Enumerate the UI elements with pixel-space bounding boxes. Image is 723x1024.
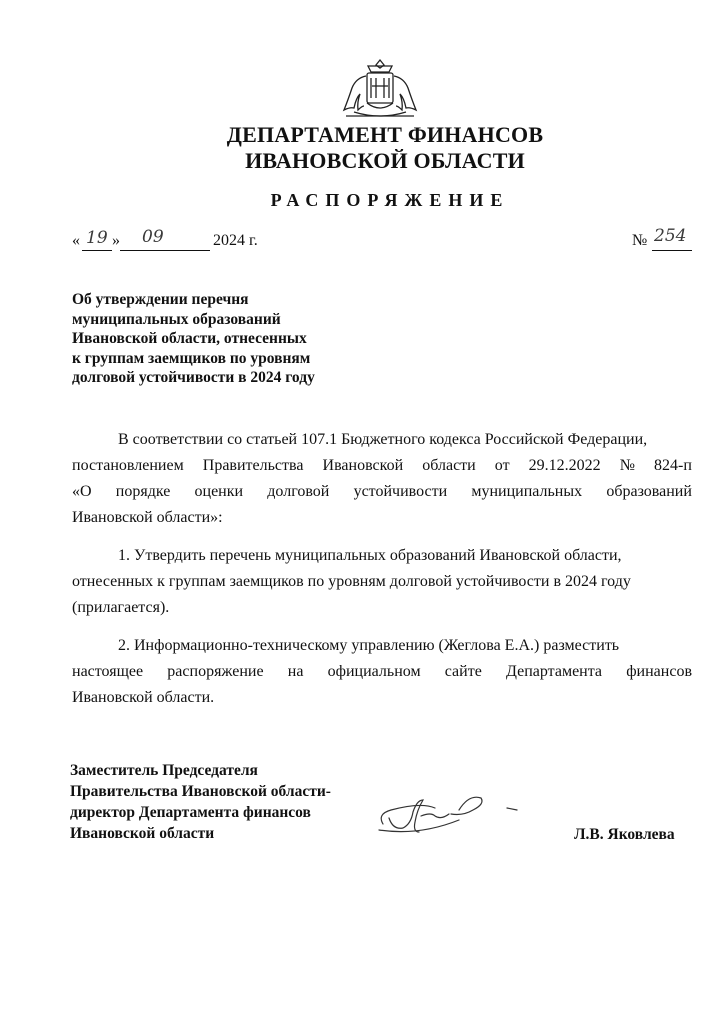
word: Департамента [505, 663, 603, 680]
text-line: отнесенных к группам заемщиков по уровням долговой устойчивости в 2024 году [72, 573, 631, 590]
word: 29.12.2022 [528, 457, 601, 474]
subject-line: Ивановской области, отнесенных [72, 330, 307, 347]
signatory-title-line: Ивановской области [70, 825, 215, 842]
subject-line: долговой устойчивости в 2024 году [72, 369, 315, 386]
word: Ивановской [322, 457, 404, 474]
signer-name: Л.В. Яковлева [574, 826, 675, 843]
signatory-title-line: Правительства Ивановской области- [70, 783, 331, 800]
date-open-quote: « [72, 232, 80, 249]
word: порядке [115, 483, 171, 500]
preamble-paragraph [72, 427, 692, 531]
document-subject [72, 290, 392, 388]
word: сайте [444, 663, 482, 680]
subject-line: к группам заемщиков по уровням [72, 349, 311, 367]
word: на [287, 663, 304, 680]
text-line [72, 453, 692, 479]
word: устойчивости [353, 483, 448, 500]
subject-line: муниципальных образований [72, 310, 281, 328]
word: распоряжение [167, 663, 264, 680]
word: от [494, 457, 510, 474]
word: № [619, 457, 635, 474]
word: оценки [194, 483, 244, 500]
date-close-quote: » [112, 232, 120, 249]
handwritten-signature [375, 788, 535, 840]
subject-line: Об утверждении перечня [72, 291, 249, 308]
item-1-paragraph [72, 543, 692, 621]
dateline [72, 226, 692, 252]
month-underline [120, 250, 210, 251]
text-line: В соответствии со статьей 107.1 Бюджетного кодекса Российской Федерации, [118, 431, 648, 448]
word: долговой [267, 483, 330, 500]
document-number: 254 [654, 226, 687, 246]
word: настоящее [72, 663, 144, 680]
department-title-line2: ИВАНОВСКОЙ ОБЛАСТИ [245, 148, 525, 173]
department-title-line1: ДЕПАРТАМЕНТ ФИНАНСОВ [226, 122, 544, 147]
date-year: 2024 г. [213, 232, 258, 249]
day-underline [82, 250, 112, 251]
text-line: 2. Информационно-техническому управлению (Жеглова Е.А.) разместить [118, 637, 620, 654]
text-line: Ивановской области»: [72, 509, 223, 526]
signatory-title-line: Заместитель Председателя [70, 762, 258, 779]
word: области [422, 457, 476, 474]
signatory-title [70, 760, 390, 844]
text-line [72, 479, 692, 505]
text-line: Ивановской области. [72, 689, 215, 706]
item-2-paragraph [72, 633, 692, 711]
word: «О [72, 483, 92, 500]
word: образований [606, 483, 692, 500]
coat-of-arms-icon [338, 58, 422, 120]
word: муниципальных [471, 483, 583, 500]
number-underline [652, 250, 692, 251]
word: постановлением [72, 457, 184, 474]
word: 824-п [654, 457, 692, 474]
text-line: 1. Утвердить перечень муниципальных образований Ивановской области, [118, 547, 622, 564]
word: официальном [327, 663, 421, 680]
text-line [72, 659, 692, 685]
document-type: РАСПОРЯЖЕНИЕ [270, 190, 510, 210]
word: финансов [626, 663, 692, 680]
text-line: (прилагается). [72, 599, 170, 616]
number-label: № [632, 232, 648, 249]
signatory-title-line: директор Департамента финансов [70, 804, 311, 821]
word: Правительства [202, 457, 304, 474]
date-month: 09 [142, 227, 164, 247]
date-day: 19 [86, 228, 108, 248]
